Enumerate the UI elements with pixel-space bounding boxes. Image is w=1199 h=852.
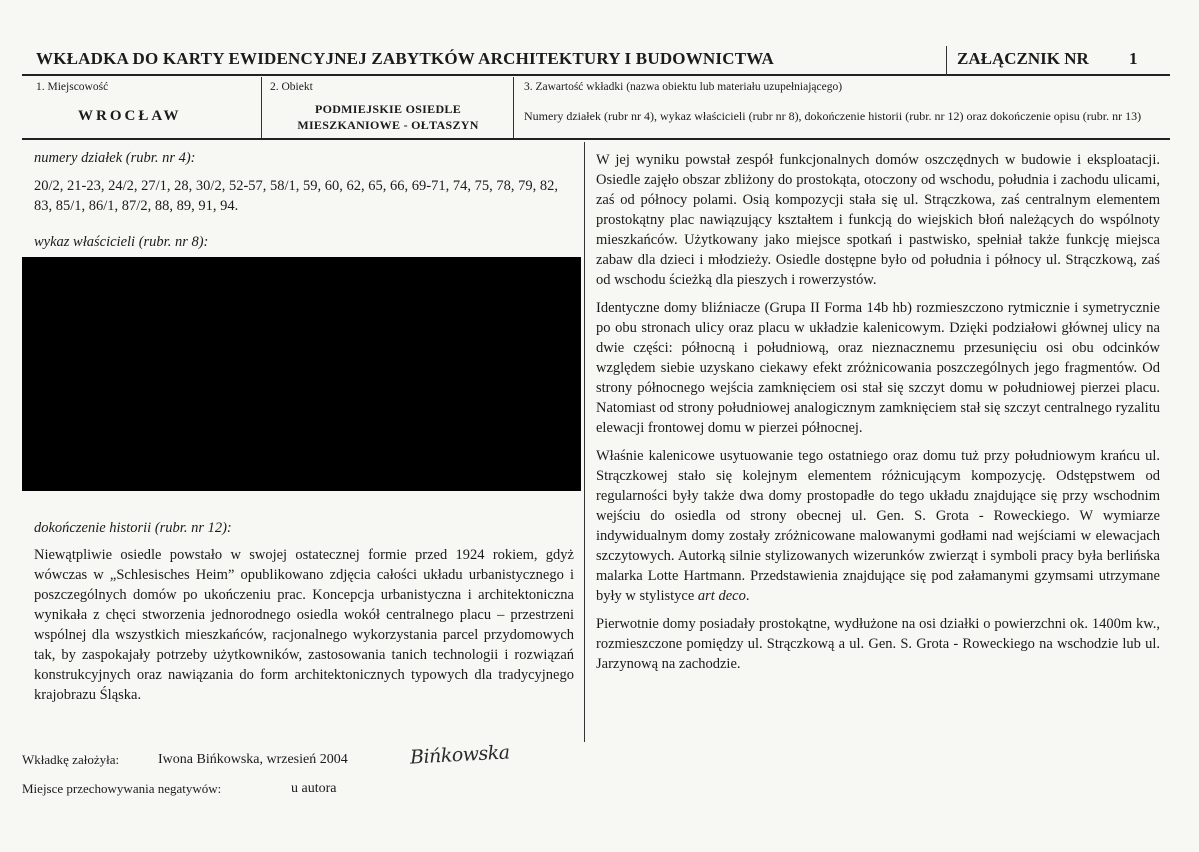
description-paragraph-3-end: .	[745, 588, 750, 604]
redacted-owners-block	[22, 257, 581, 491]
locality-field	[22, 77, 262, 138]
locality-label: 1. Miejscowość	[36, 81, 109, 93]
plot-numbers-section	[34, 150, 576, 216]
document-title: WKŁADKA DO KARTY EWIDENCYJNEJ ZABYTKÓW ARCHITEKTURY I BUDOWNICTWA	[36, 49, 775, 68]
object-value-line2: MIESZKANIOWE - OŁTASZYN	[297, 118, 479, 132]
plot-numbers-label: numery działek (rubr. nr 4):	[34, 150, 196, 166]
content-label: 3. Zawartość wkładki (nazwa obiektu lub materiału uzupełniającego)	[524, 81, 843, 93]
content-value: Numery działek (rubr nr 4), wykaz właścicieli (rubr nr 8), dokończenie historii (rubr. nr 12) oraz dokończenie opisu (rubr. nr 13)	[524, 109, 1142, 123]
plot-numbers-text: 20/2, 21-23, 24/2, 27/1, 28, 30/2, 52-57, 58/1, 59, 60, 62, 65, 66, 69-71, 74, 75, 78, 79, 82, 83, 85/1, 86/1, 87/2, 88, 89, 91, 94.	[34, 178, 559, 214]
object-field	[262, 77, 514, 138]
description-section	[596, 150, 1160, 682]
founded-by-value: Iwona Bińkowska, wrzesień 2004	[158, 752, 348, 767]
annex-label: ZAŁĄCZNIK NR	[957, 49, 1089, 68]
fields-row	[22, 77, 1170, 140]
object-value-line1: PODMIEJSKIE OSIEDLE	[314, 102, 462, 116]
object-label: 2. Obiekt	[270, 81, 313, 93]
description-paragraph-4: Pierwotnie domy posiadały prostokątne, wydłużone na osi działki o powierzchni ok. 1400m kw., rozmieszczone pomiędzy ul. Strączkową a ul. Gen. S. Grota - Roweckiego na wschodzie lub ul. Jarzynową na zachodzie.	[596, 616, 1160, 672]
art-deco-term: art deco	[697, 588, 746, 604]
negatives-storage-label: Miejsce przechowywania negatywów:	[22, 781, 222, 796]
handwritten-signature: Bińkowska	[409, 741, 511, 769]
description-paragraph-2: Identyczne domy bliźniacze (Grupa II Forma 14b hb) rozmieszczono rytmicznie i symetrycznie po obu stronach ulicy oraz placu w układzie kalenicowym. Dzięki podziałowi głównej ulicy na dwie części: północną i południową, oraz nieznacznemu przesunięciu osi obu odcinków względem siebie uzyskano ciekawy efekt zróżnicowania poszczególnych jego fragmentów. Od strony północnego wejścia zamknięciem osi stał się szczyt domu w południowej pierzei placu. Natomiast od strony południowej analogicznym zamknięciem stał się szczyt centralnego ryzalitu elewacji frontowej domu w pierzei północnej.	[596, 300, 1160, 436]
header-row	[22, 46, 1170, 76]
locality-value: WROCŁAW	[78, 108, 182, 124]
column-divider	[584, 142, 585, 742]
history-text: Niewątpliwie osiedle powstało w swojej ostatecznej formie przed 1924 rokiem, gdyż wówczas w „Schlesisches Heim” opublikowano zdjęcia całości układu urbanistycznego i poszczególnych domów po ukończeniu prac. Koncepcja urbanistyczna i architektoniczna wynikała z chęci stworzenia jednorodnego osiedla wokół centralnego placu – przestrzeni wspólnej dla wszystkich mieszkańców, racjonalnego wykorzystania parcel przydomowych tak, by zaspokajały potrzeby użytkowników, zastosowania tanich technologii i rozwiązań konstrukcyjnych oraz nawiązania do form architektonicznych typowych dla tradycyjnego krajobrazu Śląska.	[34, 547, 574, 703]
header-divider	[946, 46, 947, 76]
description-paragraph-3	[596, 446, 1160, 606]
content-field	[514, 77, 1170, 138]
annex-number: 1	[1129, 49, 1138, 68]
object-value	[262, 101, 514, 133]
history-label: dokończenie historii (rubr. nr 12):	[34, 520, 232, 536]
owners-label: wykaz właścicieli (rubr. nr 8):	[34, 234, 209, 250]
description-paragraph-3-text: Właśnie kalenicowe usytuowanie tego ostatniego oraz domu tuż przy południowym krańcu ul. Strączkowej stało się kolejnym elementem różnicującym kompozycję. Odstępstwem od regularności były także dwa domy prostopadłe do tego układu znajdujące się przy wschodnim wejściu do osiedla od strony obecnej ul. Gen. S. Grota - Roweckiego. W wymiarze indywidualnym domy zostały zróżnicowane malowanymi godłami nad wejściami w elewacjach szczytowych. Autorką silnie stylizowanych wizerunków zwierząt i symboli pracy była berlińska malarka Lotte Hartmann. Przedstawienia znajdujące się pod załamanymi gzymsami utrzymane były w stylistyce	[596, 448, 1160, 604]
description-paragraph-1: W jej wyniku powstał zespół funkcjonalnych domów oszczędnych w budowie i eksploatacji. Osiedle zajęło obszar zbliżony do prostokąta, otoczony od wschodu, południa i zachodu ulicami, zaś od północy polami. Osią kompozycji stała się ul. Strączkowa, zaś centralnym elementem prostokątny plac nawiązujący kształtem i funkcją do wiejskich błoń należących do wspólnoty mieszkańców. Użytkowany jako miejsce spotkań i pastwisko, spełniał także funkcję miejsca zabaw dla dzieci i młodzieży. Osiedle dostępne było od południa i północy ul. Strączkową, zaś od wschodu ścieżką dla pieszych i rowerzystów.	[596, 152, 1160, 288]
founded-by-label: Wkładkę założyła:	[22, 752, 120, 767]
negatives-storage-value: u autora	[291, 781, 337, 796]
